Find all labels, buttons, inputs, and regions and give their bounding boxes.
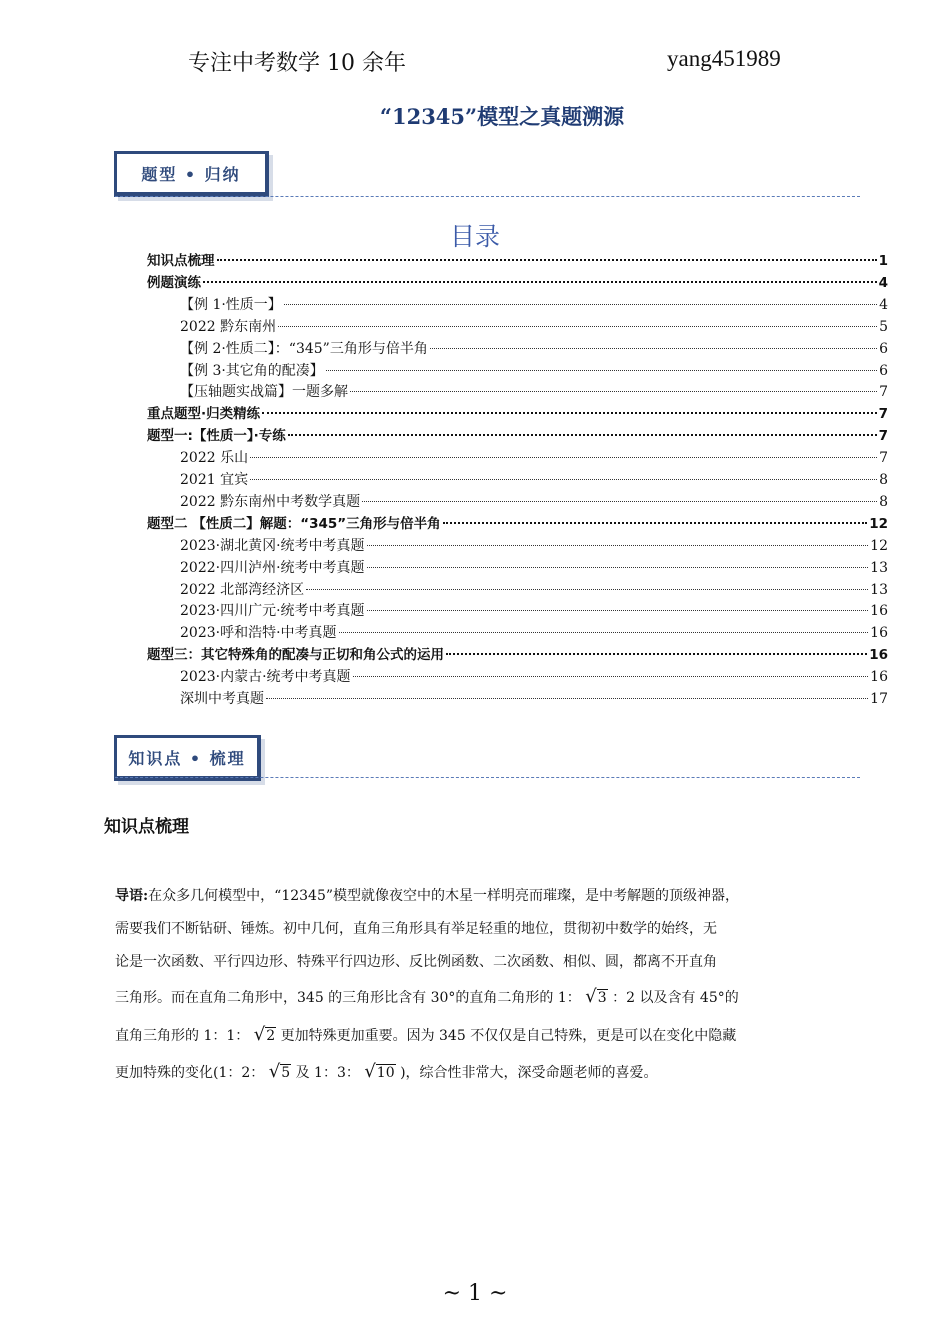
toc-leader-dots bbox=[446, 653, 867, 655]
sqrt-expression: √2 bbox=[253, 1024, 276, 1045]
toc-entry-page: 17 bbox=[870, 691, 888, 707]
toc-entry-page: 6 bbox=[879, 362, 888, 379]
section-heading: 知识点梳理 bbox=[104, 817, 189, 837]
toc-entry-page: 5 bbox=[879, 318, 888, 335]
toc-entry-page: 12 bbox=[870, 537, 888, 554]
toc-entry-title: 例题演练 bbox=[147, 274, 201, 291]
intro-text: )，综合性非常大，深受命题老师的喜爱。 bbox=[400, 1065, 658, 1081]
sqrt-expression: √3 bbox=[585, 986, 607, 1007]
intro-text: 直角三角形的 1：1： bbox=[115, 1028, 250, 1044]
toc-entry-title: 2022 乐山 bbox=[180, 450, 249, 467]
toc-entry[interactable] bbox=[180, 339, 888, 359]
intro-text: 三角形。而在直角二角形中，345 的三角形比含有 30°的直角二角形的 1： bbox=[115, 990, 581, 1006]
section-tag-knowledge: 知识点 • 梳理 bbox=[114, 735, 261, 781]
toc-entry-page: 7 bbox=[879, 450, 888, 467]
toc-leader-dots bbox=[430, 348, 877, 349]
toc-entry-page: 13 bbox=[870, 559, 888, 576]
toc-entry[interactable] bbox=[180, 601, 888, 621]
toc-entry[interactable] bbox=[180, 580, 888, 600]
intro-line-3: 论是一次函数、平行四边形、特殊平行四边形、反比例函数、二次函数、相似、圆，都离不开直角 bbox=[115, 954, 717, 970]
intro-text: 及 1：3： bbox=[295, 1065, 360, 1081]
toc-entry[interactable] bbox=[180, 317, 888, 337]
toc-entry-title: 知识点梳理 bbox=[147, 253, 215, 269]
toc-entry-title: 【例 2·性质二】：“345”三角形与倍半角 bbox=[180, 340, 428, 357]
toc-entry[interactable] bbox=[180, 667, 888, 687]
toc-leader-dots bbox=[203, 281, 877, 283]
toc-entry[interactable] bbox=[147, 426, 888, 446]
toc-leader-dots bbox=[443, 522, 868, 524]
toc-entry-page: 7 bbox=[878, 428, 888, 445]
toc-leader-dots bbox=[217, 259, 877, 261]
sqrt-expression: √5 bbox=[268, 1061, 291, 1082]
toc-entry-title: 【例 1·性质一】 bbox=[180, 296, 282, 313]
toc-entry[interactable] bbox=[147, 273, 888, 293]
toc-entry[interactable] bbox=[180, 623, 888, 643]
toc-entry[interactable] bbox=[180, 492, 888, 512]
toc-heading: 目录 bbox=[449, 222, 500, 251]
toc-entry-title: 2023·四川广元·统考中考真题 bbox=[180, 603, 365, 620]
toc-leader-dots bbox=[284, 304, 877, 305]
toc-entry-title: 题型二 【性质二】解题：“345”三角形与倍半角 bbox=[147, 515, 441, 532]
toc-entry-page: 12 bbox=[869, 515, 888, 532]
toc-entry-title: 题型一:【性质一】·专练 bbox=[147, 428, 286, 445]
toc-entry[interactable] bbox=[180, 536, 888, 556]
toc-entry-page: 16 bbox=[870, 603, 888, 620]
toc-leader-dots bbox=[339, 632, 869, 633]
toc-entry[interactable] bbox=[180, 558, 888, 578]
toc-entry-title: 2023·内蒙古·统考中考真题 bbox=[180, 669, 351, 686]
toc-leader-dots bbox=[353, 676, 869, 677]
toc-entry-page: 1 bbox=[878, 253, 888, 269]
toc-entry[interactable] bbox=[180, 689, 888, 709]
toc-entry-title: 2023·湖北黄冈·统考中考真题 bbox=[180, 537, 365, 554]
radicand: 3 bbox=[597, 990, 607, 1006]
document-title: “12345”模型之真题溯源 bbox=[379, 104, 625, 129]
toc-leader-dots bbox=[250, 457, 877, 458]
header-right-text: yang451989 bbox=[667, 46, 781, 71]
dashed-divider bbox=[115, 196, 860, 197]
toc-entry[interactable] bbox=[180, 382, 888, 402]
toc-entry-title: 【压轴题实战篇】一题多解 bbox=[180, 384, 348, 401]
toc-entry-page: 4 bbox=[878, 274, 888, 291]
intro-text: 在众多几何模型中，“12345”模型就像夜空中的木星一样明亮而璀璨，是中考解题的顶级神器， bbox=[148, 888, 740, 904]
toc-entry[interactable] bbox=[147, 404, 888, 424]
toc-entry-page: 8 bbox=[879, 472, 888, 488]
toc-entry-title: 2022 北部湾经济区 bbox=[180, 581, 305, 598]
toc-leader-dots bbox=[278, 326, 877, 327]
toc-entry[interactable] bbox=[180, 361, 888, 381]
intro-line-6 bbox=[115, 1061, 840, 1082]
intro-line-2: 需要我们不断钻研、锤炼。初中几何，直角三角形具有举足轻重的地位，贯彻初中数学的始终，无 bbox=[115, 921, 717, 937]
toc-entry-page: 16 bbox=[870, 625, 888, 642]
intro-text: 更加特殊更加重要。因为 345 不仅仅是自己特殊，更是可以在变化中隐藏 bbox=[280, 1028, 737, 1044]
toc-entry[interactable] bbox=[180, 295, 888, 315]
toc-entry-title: 2022 黔东南州中考数学真题 bbox=[180, 493, 361, 510]
toc-leader-dots bbox=[362, 501, 877, 502]
toc-entry-title: 2021 宜宾 bbox=[180, 472, 249, 488]
page-number: ~ 1 ~ bbox=[442, 1281, 508, 1306]
section-tag-types: 题型 • 归纳 bbox=[114, 151, 269, 197]
toc-entry-page: 13 bbox=[870, 581, 888, 598]
toc-entry-title: 深圳中考真题 bbox=[180, 691, 264, 707]
toc-leader-dots bbox=[367, 545, 869, 546]
toc-entry-title: 2023·呼和浩特·中考真题 bbox=[180, 625, 337, 642]
toc-leader-dots bbox=[367, 610, 869, 611]
toc-leader-dots bbox=[262, 412, 876, 414]
toc-leader-dots bbox=[250, 479, 877, 480]
toc-leader-dots bbox=[350, 391, 877, 392]
header-left-text: 专注中考数学 10 余年 bbox=[188, 51, 406, 76]
toc-entry-title: 2022 黔东南州 bbox=[180, 318, 277, 335]
toc-leader-dots bbox=[367, 567, 869, 568]
toc-entry-page: 4 bbox=[879, 296, 888, 313]
intro-text: 更加特殊的变化(1：2： bbox=[115, 1065, 265, 1081]
intro-label: 导语: bbox=[115, 888, 149, 904]
toc-leader-dots bbox=[288, 434, 877, 436]
toc-entry-page: 8 bbox=[879, 493, 888, 510]
sqrt-expression: √10 bbox=[364, 1061, 395, 1082]
radicand: 2 bbox=[266, 1028, 276, 1044]
toc-entry-page: 7 bbox=[879, 384, 888, 401]
toc-entry[interactable] bbox=[147, 645, 888, 665]
dashed-divider bbox=[115, 777, 860, 778]
toc-entry-page: 16 bbox=[870, 669, 888, 686]
toc-entry-page: 7 bbox=[878, 406, 888, 423]
toc-entry-title: 【例 3·其它角的配凑】 bbox=[180, 362, 324, 379]
toc-leader-dots bbox=[306, 589, 868, 590]
toc-entry[interactable] bbox=[180, 448, 888, 468]
intro-line-4 bbox=[115, 986, 840, 1007]
toc-leader-dots bbox=[266, 698, 868, 699]
intro-line-1 bbox=[115, 885, 840, 905]
radicand: 10 bbox=[376, 1065, 395, 1081]
toc-entry-page: 6 bbox=[879, 340, 888, 357]
toc-entry-title: 2022·四川泸州·统考中考真题 bbox=[180, 559, 365, 576]
toc-entry-page: 16 bbox=[869, 647, 888, 664]
toc-entry[interactable] bbox=[147, 251, 888, 271]
intro-text: ：2 以及含有 45°的 bbox=[612, 990, 739, 1006]
toc-entry-title: 题型三：其它特殊角的配凑与正切和角公式的运用 bbox=[147, 647, 444, 664]
toc-leader-dots bbox=[326, 370, 877, 371]
radicand: 5 bbox=[281, 1065, 291, 1081]
toc-entry[interactable] bbox=[147, 514, 888, 534]
intro-line-5 bbox=[115, 1024, 840, 1045]
toc-entry-title: 重点题型·归类精练 bbox=[147, 406, 261, 423]
toc-entry[interactable] bbox=[180, 470, 888, 490]
